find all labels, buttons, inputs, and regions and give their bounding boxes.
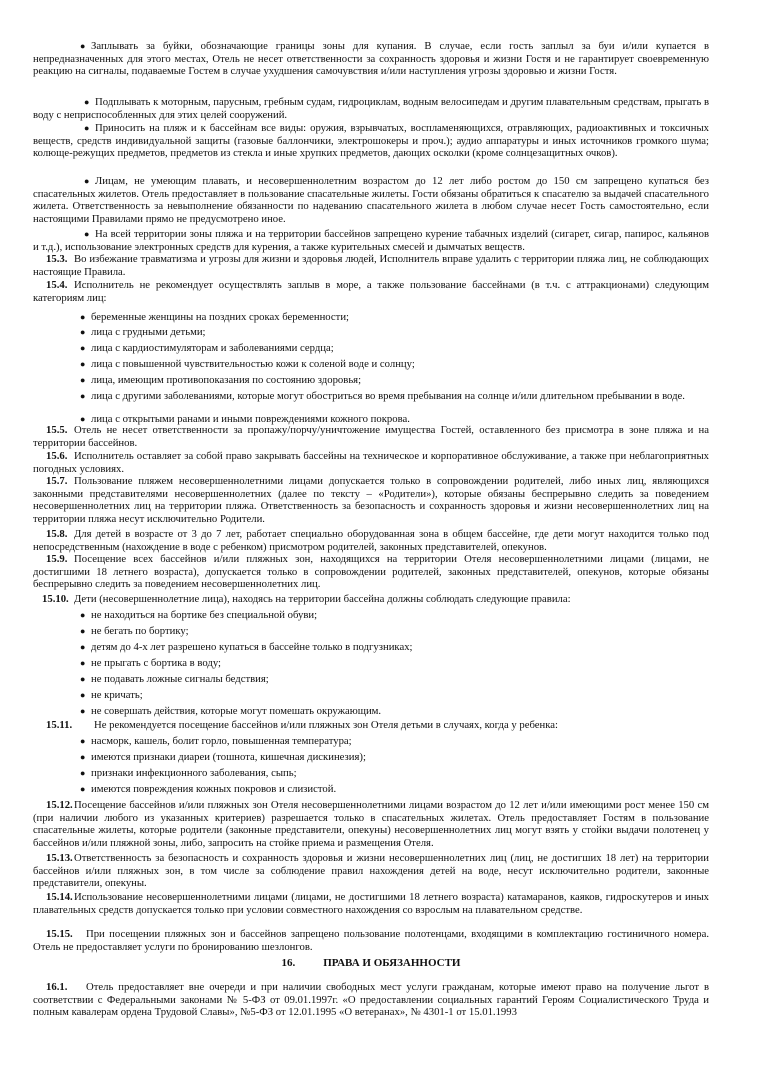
bullet-icon: ● — [80, 752, 86, 762]
clause-text: беременные женщины на поздних сроках беременности; — [91, 311, 350, 323]
bullet-item — [33, 175, 709, 225]
clause-number: 15.14. — [46, 891, 73, 903]
bullet-item — [33, 641, 709, 654]
bullet-icon: ● — [84, 176, 90, 186]
bullet-item — [33, 783, 709, 796]
clause-text: лица с открытыми ранами и иными повреждениями кожного покрова. — [91, 413, 410, 425]
bullet-item — [33, 228, 709, 253]
numbered-clause — [33, 852, 709, 890]
clause-text: На всей территории зоны пляжа и на территории бассейнов запрещено курение табачных изделий (сигарет, сигар, папирос, кальянов и т.д.), использование электронных средств для курения, а также курительных смесей и дымчатых веществ. — [33, 228, 709, 253]
bullet-icon: ● — [80, 690, 86, 700]
clause-text: Во избежание травматизма и угрозы для жизни и здоровья людей, Исполнитель вправе удалить с территории пляжа лиц, не соблюдающих настоящие Правила. — [33, 253, 709, 278]
clause-number: 15.5. — [46, 424, 68, 436]
bullet-icon: ● — [80, 414, 86, 424]
clause-text: лица с грудными детьми; — [91, 326, 206, 338]
bullet-icon: ● — [80, 642, 86, 652]
clause-number: 15.13. — [46, 852, 73, 864]
clause-text: Пользование пляжем несовершеннолетними лицами допускается только в сопровождении родителей, либо иных лиц, являющихся законными представителями несовершеннолетних (далее по тексту – «Родители»), которые обязаны беспрерывно следить за поведением несовершеннолетних лиц на территории пляжа. Ответственность за безопасность и сохранность здоровья и жизни несовершеннолетних лиц на территории пляжа несут исключительно Родители. — [33, 475, 709, 525]
numbered-clause — [33, 593, 709, 606]
clause-text: Заплывать за буйки, обозначающие границы зоны для купания. В случае, если гость заплыл за буи и/или купается в непредназначенных для этого местах, Отель не несет ответственности за сохранность здоровья и жизни Гостя и не гарантирует своевременную реакцию на сигналы, подаваемые Гостем в случае ухудшения самочувствия и/или наступления угрозы здоровью и жизни Гостя. — [33, 40, 709, 78]
numbered-clause — [33, 475, 709, 525]
clause-text: Отель предоставляет вне очереди и при наличии свободных мест услуги гражданам, которые имеют право на получение льгот в соответствии с Федеральными законами № 5-ФЗ от 09.01.1997г. «О предоставлении социальных гарантий Героям Социалистического Труда и полным кавалерам ордена Трудовой Славы», №5-ФЗ от 12.01.1995 «О ветеранах», № 4301-1 от 15.01.1993 — [33, 981, 709, 1019]
numbered-clause — [33, 928, 709, 953]
clause-number: 15.7. — [46, 475, 68, 487]
bullet-item — [33, 374, 709, 387]
bullet-icon: ● — [80, 706, 86, 716]
clause-text: Приносить на пляж и к бассейнам все виды: оружия, взрывчатых, воспламеняющихся, отравляющих, радиоактивных и токсичных веществ, средств индивидуальной защиты (газовые баллончики, электрошокеры и проч.); аудио аппаратуры и иных источников громкого шума; колюще-режущих предметов, предметов из стекла и иные хрупких предметов, дающих осколки (кроме солнцезащитных очков). — [33, 122, 709, 160]
clause-text: Исполнитель оставляет за собой право закрывать бассейны на техническое и корпоративное обслуживание, а также при неблагоприятных погодных условиях. — [33, 450, 709, 475]
numbered-clause — [33, 719, 709, 732]
bullet-icon: ● — [84, 229, 90, 239]
clause-text: Отель не несет ответственности за пропажу/порчу/уничтожение имущества Гостей, оставленного без присмотра в зоне пляжа и на территории бассейнов. — [33, 424, 709, 449]
clause-text: имеются повреждения кожных покровов и слизистой. — [91, 783, 337, 795]
bullet-item — [33, 609, 709, 622]
bullet-icon: ● — [80, 327, 86, 337]
bullet-icon: ● — [80, 736, 86, 746]
clause-text: При посещении пляжных зон и бассейнов запрещено пользование полотенцами, входящими в комплектацию гостиничного номера. Отель не предоставляет услуги по бронированию шезлонгов. — [33, 928, 709, 953]
bullet-icon: ● — [80, 343, 86, 353]
bullet-item — [33, 358, 709, 371]
bullet-icon: ● — [80, 768, 86, 778]
clause-number: 15.11. — [46, 719, 73, 731]
clause-text: Подплывать к моторным, парусным, гребным судам, гидроциклам, водным велосипедам и другим плавательным средствам, прыгать в воду с неприспособленных для этих целей сооружений. — [33, 96, 709, 121]
numbered-clause — [33, 424, 709, 449]
clause-text: не прыгать с бортика в воду; — [91, 657, 222, 669]
bullet-icon: ● — [80, 375, 86, 385]
numbered-clause — [33, 891, 709, 916]
clause-number: 15.8. — [46, 528, 68, 540]
bullet-item — [33, 657, 709, 670]
clause-text: имеются признаки диареи (тошнота, кишечная дискинезия); — [91, 751, 366, 763]
clause-text: лица с кардиостимуляторам и заболеваниями сердца; — [91, 342, 334, 354]
clause-text: насморк, кашель, болит горло, повышенная температура; — [91, 735, 352, 747]
clause-text: признаки инфекционного заболевания, сыпь; — [91, 767, 297, 779]
clause-text: Ответственность за безопасность и сохранность здоровья и жизни несовершеннолетних лиц (лиц, не достигших 18 лет) на территории бассейнов и/или пляжных зон, в том числе за соблюдение правил нахождения детей на воде, несут исключительно родители, законные представители, опекуны. — [33, 852, 709, 890]
section-number: 16. — [281, 957, 296, 969]
clause-text: не подавать ложные сигналы бедствия; — [91, 673, 269, 685]
bullet-icon: ● — [80, 674, 86, 684]
bullet-item — [33, 751, 709, 764]
clause-text: не находиться на бортике без специальной обуви; — [91, 609, 318, 621]
numbered-clause — [33, 253, 709, 278]
clause-number: 15.6. — [46, 450, 68, 462]
clause-text: Лицам, не умеющим плавать, и несовершеннолетним возрастом до 12 лет либо ростом до 150 см запрещено купаться без спасательных жилетов. Отель предоставляет в пользование спасательные жилеты. Гости обязаны обратиться к спасателю за выдачей спасательного жилета. Ответственность за невыполнение обязанности по надеванию спасательного жилета в любом случае несет Гость самостоятельно, если настоящими Правилами прямо не предусмотрено иное. — [33, 175, 709, 225]
bullet-icon: ● — [80, 784, 86, 794]
bullet-icon: ● — [80, 610, 86, 620]
bullet-item — [33, 96, 709, 121]
clause-text: лица с другими заболеваниями, которые могут обостриться во время пребывания на солнце и/или длительном пребывании в воде. — [91, 390, 685, 402]
numbered-clause — [33, 553, 709, 591]
numbered-clause — [33, 981, 709, 1019]
numbered-clause — [33, 799, 709, 849]
clause-text: лица, имеющим противопоказания по состоянию здоровья; — [91, 374, 362, 386]
bullet-icon: ● — [80, 41, 86, 51]
bullet-icon: ● — [80, 359, 86, 369]
bullet-item — [33, 767, 709, 780]
bullet-item — [33, 735, 709, 748]
clause-text: не бегать по бортику; — [91, 625, 189, 637]
section-title: ПРАВА И ОБЯЗАННОСТИ — [323, 957, 461, 969]
bullet-item — [33, 390, 709, 403]
bullet-item — [33, 625, 709, 638]
clause-text: Дети (несовершеннолетние лица), находясь на территории бассейна должны соблюдать следующие правила: — [74, 593, 571, 605]
bullet-item — [33, 342, 709, 355]
bullet-icon: ● — [80, 391, 86, 401]
bullet-icon: ● — [80, 312, 86, 322]
bullet-item — [33, 40, 709, 78]
numbered-clause — [33, 279, 709, 304]
clause-number: 15.4. — [46, 279, 68, 291]
bullet-item — [33, 689, 709, 702]
bullet-item — [33, 122, 709, 160]
bullet-item — [33, 705, 709, 718]
clause-text: Использование несовершеннолетними лицами (лицами, не достигшими 18 летнего возраста) катамаранов, каяков, гидроскутеров и иных плавательных средств допускается только при условии совместного нахождения со взрослым на плавательном средстве. — [33, 891, 709, 916]
clause-number: 15.10. — [42, 593, 69, 605]
clause-text: Исполнитель не рекомендует осуществлять заплыв в море, а также пользование бассейнами (в т.ч. с аттракционами) следующим категориям лиц: — [33, 279, 709, 304]
bullet-item — [33, 311, 709, 324]
bullet-item — [33, 326, 709, 339]
clause-number: 16.1. — [46, 981, 68, 993]
bullet-icon: ● — [84, 97, 90, 107]
bullet-item — [33, 673, 709, 686]
clause-text: Посещение всех бассейнов и/или пляжных зон, находящихся на территории Отеля несовершеннолетними лицами (лицами, не достигшими 18 летнего возраста), допускается только в сопровождении родителей, законных представителей, опекунов, которые обязаны беспрерывно следить за поведением несовершеннолетних лиц. — [33, 553, 709, 591]
numbered-clause — [33, 450, 709, 475]
bullet-icon: ● — [80, 658, 86, 668]
clause-number: 15.3. — [46, 253, 68, 265]
clause-text: Для детей в возрасте от 3 до 7 лет, работает специально оборудованная зона в общем бассейне, где дети могут находится только под непосредственным (нахождение в воде с ребенком) присмотром родителей, законных представителей, опекунов. — [33, 528, 709, 553]
clause-text: не кричать; — [91, 689, 143, 701]
clause-number: 15.9. — [46, 553, 68, 565]
clause-text: детям до 4-х лет разрешено купаться в бассейне только в подгузниках; — [91, 641, 413, 653]
numbered-clause — [33, 528, 709, 553]
bullet-icon: ● — [80, 626, 86, 636]
clause-text: Посещение бассейнов и/или пляжных зон Отеля несовершеннолетними лицами возрастом до 12 лет и/или имеющими рост менее 150 см (при наличии любого из указанных критериев) разрешается только в спасательных жилетах. Отель предоставляет Гостям в пользование спасательные жилеты, которые родители (законные представители, опекуны) несовершеннолетних лиц могут взять у стойки выдачи полотенец у бассейнов и/или пляжной зоны, либо, запросить на стойке приема и размещения Отеля. — [33, 799, 709, 849]
section-heading — [33, 957, 709, 970]
clause-text: не совершать действия, которые могут помешать окружающим. — [91, 705, 382, 717]
clause-text: Не рекомендуется посещение бассейнов и/или пляжных зон Отеля детьми в случаях, когда у ребенка: — [94, 719, 558, 731]
clause-number: 15.12. — [46, 799, 73, 811]
bullet-icon: ● — [84, 123, 90, 133]
clause-text: лица с повышенной чувствительностью кожи к соленой воде и солнцу; — [91, 358, 415, 370]
clause-number: 15.15. — [46, 928, 73, 940]
